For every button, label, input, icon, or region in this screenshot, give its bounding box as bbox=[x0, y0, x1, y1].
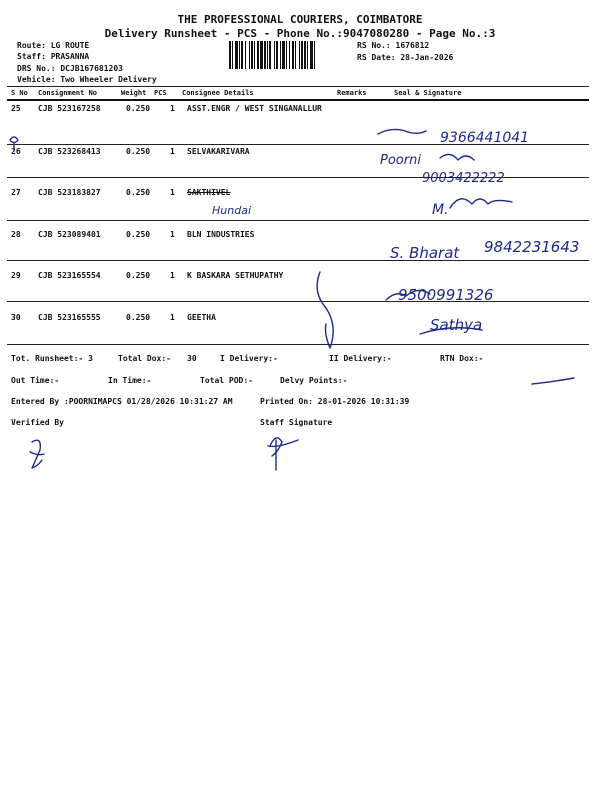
total-runsheet: Tot. Runsheet:- 3 bbox=[11, 354, 93, 363]
row29-phone: 9500991326 bbox=[398, 286, 494, 304]
vehicle-label: Vehicle: Two Wheeler Delivery bbox=[17, 75, 157, 84]
total-dox-label: Total Dox:- bbox=[118, 354, 171, 363]
company-name: THE PROFESSIONAL COURIERS, COIMBATORE bbox=[177, 13, 423, 26]
rs-date: RS Date: 28-Jan-2026 bbox=[357, 53, 454, 62]
row30-sign: Sathya bbox=[430, 316, 483, 334]
row-consignee: K BASKARA SETHUPATHY bbox=[187, 271, 284, 280]
runsheet-subtitle: Delivery Runsheet - PCS - Phone No.:9047080280 - Page No.:3 bbox=[104, 27, 496, 40]
row-consignment: CJB 523268413 bbox=[38, 147, 101, 156]
out-time: Out Time:- bbox=[11, 376, 60, 385]
row26-phone: 9003422222 bbox=[422, 171, 505, 186]
staff-signature-label: Staff Signature bbox=[260, 418, 333, 427]
total-dox-value: 30 bbox=[187, 354, 197, 363]
bracket-stroke bbox=[317, 272, 333, 348]
ii-delivery: II Delivery:- bbox=[329, 354, 392, 363]
col-remarks: Remarks bbox=[337, 89, 367, 97]
row-consignment: CJB 523089401 bbox=[38, 230, 101, 239]
drs-number: DRS No.: DCJB167681203 bbox=[17, 64, 123, 73]
row-consignee: SAKTHIVEL bbox=[187, 188, 231, 197]
row-pcs: 1 bbox=[170, 147, 175, 156]
row28-name: S. Bharat bbox=[390, 244, 460, 262]
i-delivery: I Delivery:- bbox=[220, 354, 278, 363]
row-sno: 27 bbox=[11, 188, 21, 197]
rs-number: RS No.: 1676812 bbox=[357, 41, 430, 50]
verified-by-label: Verified By bbox=[11, 418, 64, 427]
col-pcs: PCS bbox=[154, 89, 167, 97]
total-pod: Total POD:- bbox=[200, 376, 253, 385]
delvy-points: Delvy Points:- bbox=[280, 376, 348, 385]
row-weight: 0.250 bbox=[126, 147, 151, 156]
col-consignment: Consignment No bbox=[38, 89, 98, 97]
printed-on: Printed On: 28-01-2026 10:31:39 bbox=[260, 397, 410, 406]
row-sno: 28 bbox=[11, 230, 21, 239]
rtn-dox: RTN Dox:- bbox=[440, 354, 484, 363]
row-sno: 25 bbox=[11, 104, 21, 113]
row25-scribble bbox=[378, 129, 426, 134]
row-pcs: 1 bbox=[170, 271, 175, 280]
stray-line bbox=[532, 378, 574, 384]
row28-phone: 9842231643 bbox=[484, 238, 580, 256]
row-weight: 0.250 bbox=[126, 230, 151, 239]
row-pcs: 1 bbox=[170, 313, 175, 322]
row-consignment: CJB 523165555 bbox=[38, 313, 101, 322]
col-consignee: Consignee Details bbox=[182, 89, 254, 97]
row-weight: 0.250 bbox=[126, 104, 151, 113]
row-weight: 0.250 bbox=[126, 188, 151, 197]
col-weight: Weight bbox=[121, 89, 147, 97]
row26-name: Poorni bbox=[380, 153, 421, 168]
row-sno: 29 bbox=[11, 271, 21, 280]
row-sno: 30 bbox=[11, 313, 21, 322]
margin-mark bbox=[10, 137, 18, 151]
col-sno: S No bbox=[11, 89, 28, 97]
row-consignee: ASST.ENGR / WEST SINGANALLUR bbox=[187, 104, 322, 113]
row26-scribble bbox=[440, 154, 474, 160]
row-sno: 26 bbox=[11, 147, 21, 156]
row-consignee: SELVAKARIVARA bbox=[187, 147, 250, 156]
row-consignment: CJB 523165554 bbox=[38, 271, 101, 280]
row-weight: 0.250 bbox=[126, 271, 151, 280]
col-seal-signature: Seal & Signature bbox=[394, 89, 462, 97]
row27-note: Hundai bbox=[212, 204, 251, 217]
staff-label: Staff: PRASANNA bbox=[17, 52, 90, 61]
row25-phone: 9366441041 bbox=[440, 130, 530, 146]
row27-signature-scribble bbox=[450, 199, 512, 208]
in-time: In Time:- bbox=[108, 376, 152, 385]
staff-signature-mark bbox=[268, 438, 298, 470]
row-consignment: CJB 523167258 bbox=[38, 104, 101, 113]
route-label: Route: LG ROUTE bbox=[17, 41, 90, 50]
row-pcs: 1 bbox=[170, 230, 175, 239]
row-pcs: 1 bbox=[170, 104, 175, 113]
entered-by: Entered By :POORNIMAPCS 01/28/2026 10:31:27 AM bbox=[11, 397, 233, 406]
row-consignee: BLN INDUSTRIES bbox=[187, 230, 255, 239]
row-pcs: 1 bbox=[170, 188, 175, 197]
row-consignment: CJB 523183827 bbox=[38, 188, 101, 197]
verified-signature bbox=[30, 440, 44, 468]
row-consignee: GEETHA bbox=[187, 313, 216, 322]
row27-sign: M. bbox=[432, 202, 449, 218]
row-weight: 0.250 bbox=[126, 313, 151, 322]
